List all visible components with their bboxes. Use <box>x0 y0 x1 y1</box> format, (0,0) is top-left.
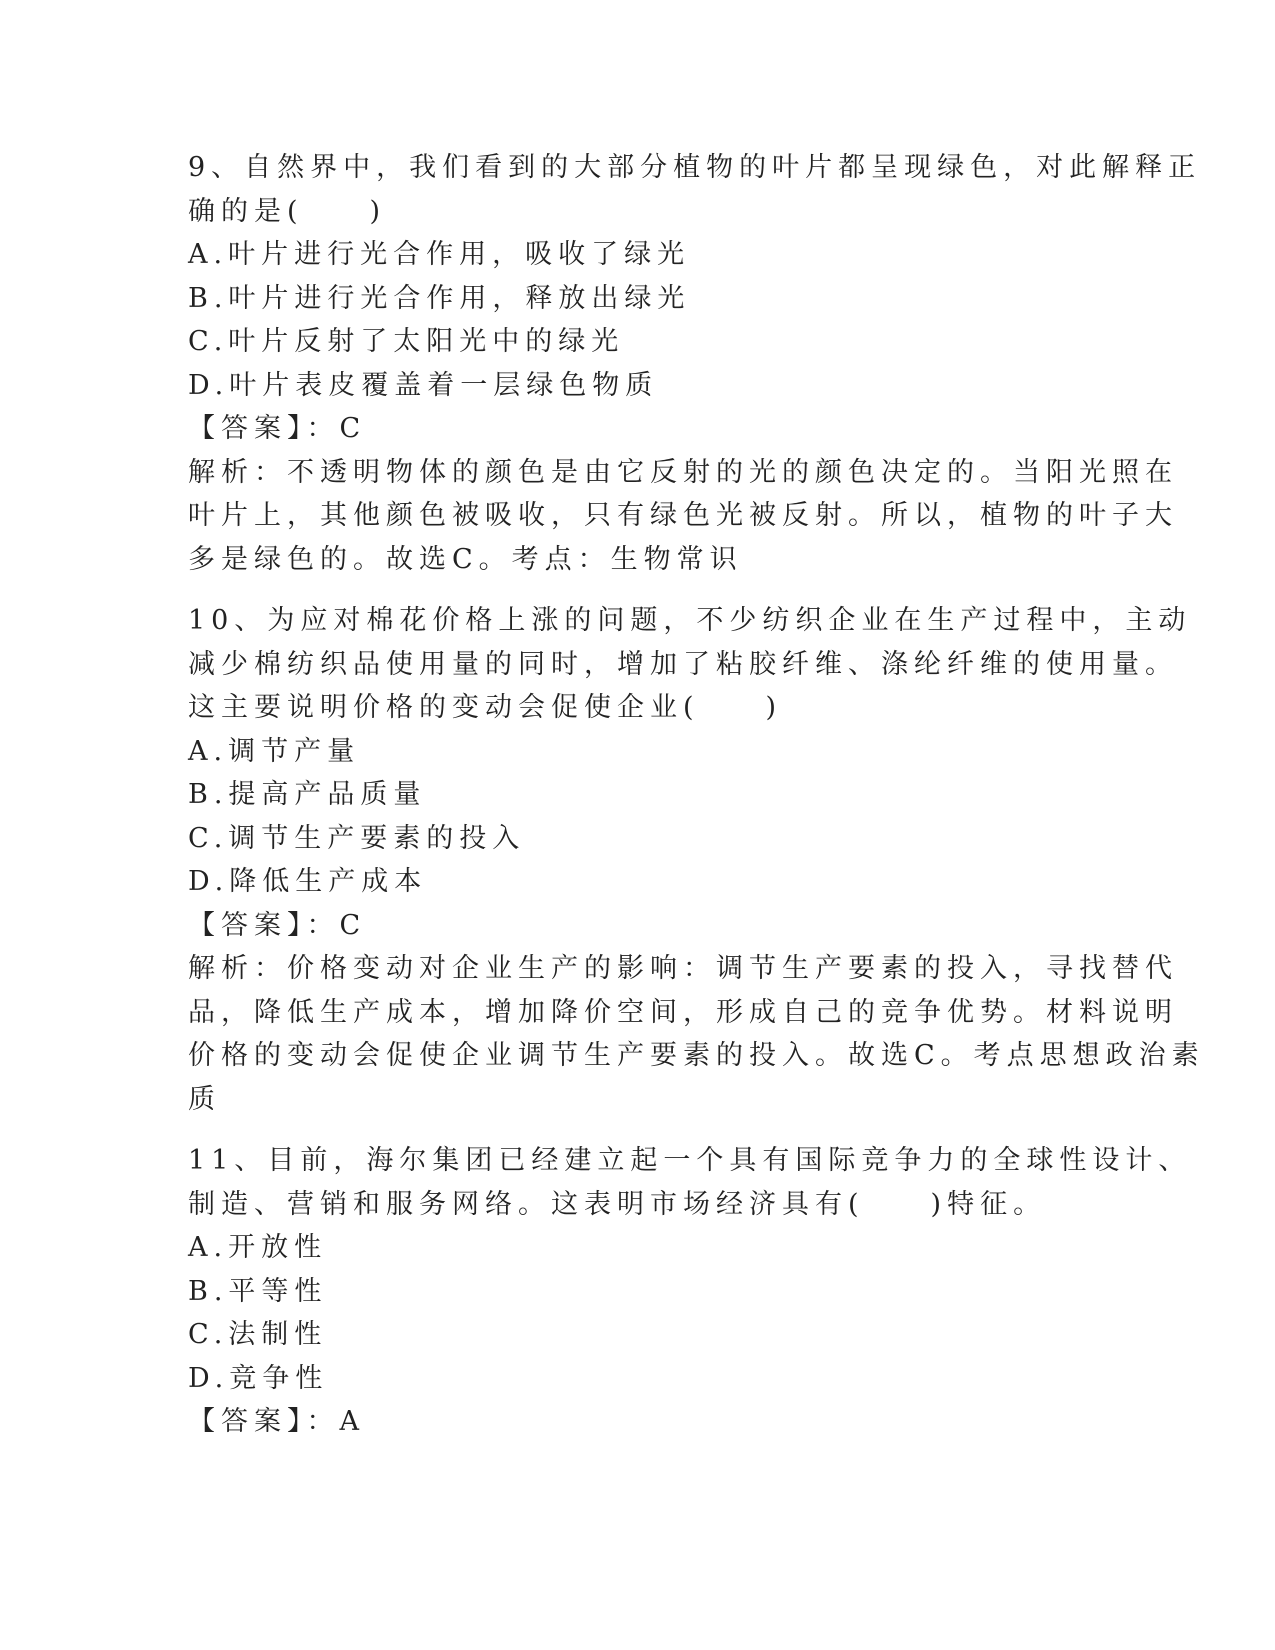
question-stem-line: 11、目前，海尔集团已经建立起一个具有国际竞争力的全球性设计、 <box>188 1145 1192 1176</box>
answer: 【答案】：A <box>188 1406 365 1437</box>
question-11 <box>188 1139 1192 1444</box>
option-c: C.法制性 <box>188 1319 328 1350</box>
question-stem-line: 10、为应对棉花价格上涨的问题，不少纺织企业在生产过程中，主动 <box>188 605 1192 636</box>
option-b: B.平等性 <box>188 1275 328 1307</box>
option-a: A.开放性 <box>188 1232 328 1263</box>
option-d: D.叶片表皮覆盖着一层绿色物质 <box>188 369 659 401</box>
analysis-line: 质 <box>188 1083 221 1115</box>
question-stem-line: 制造、营销和服务网络。这表明市场经济具有( )特征。 <box>188 1188 1047 1220</box>
question-9 <box>188 146 1202 581</box>
answer: 【答案】：C <box>188 909 367 941</box>
question-stem-line: 减少棉纺织品使用量的同时，增加了粘胶纤维、涤纶纤维的使用量。 <box>188 648 1178 680</box>
option-a: A.调节产量 <box>188 735 361 767</box>
analysis-line: 叶片上，其他颜色被吸收，只有绿色光被反射。所以，植物的叶子大 <box>188 500 1178 531</box>
option-d: D.降低生产成本 <box>188 866 428 897</box>
analysis-line: 品，降低生产成本，增加降价空间，形成自己的竞争优势。材料说明 <box>188 996 1178 1028</box>
analysis-line: 解析：不透明物体的颜色是由它反射的光的颜色决定的。当阳光照在 <box>188 456 1178 488</box>
analysis-line: 解析：价格变动对企业生产的影响：调节生产要素的投入，寻找替代 <box>188 953 1178 984</box>
question-stem-line: 确的是( ) <box>188 195 387 227</box>
answer: 【答案】：C <box>188 413 367 444</box>
question-10 <box>188 599 1205 1121</box>
option-a: A.叶片进行光合作用，吸收了绿光 <box>188 239 691 270</box>
option-c: C.叶片反射了太阳光中的绿光 <box>188 326 625 357</box>
question-separator <box>188 581 1088 599</box>
option-c: C.调节生产要素的投入 <box>188 822 526 854</box>
option-b: B.提高产品质量 <box>188 779 427 810</box>
question-list <box>188 146 1205 1444</box>
analysis-line: 价格的变动会促使企业调节生产要素的投入。故选C。考点思想政治素 <box>188 1040 1205 1071</box>
analysis-line: 多是绿色的。故选C。考点：生物常识 <box>188 543 743 575</box>
option-d: D.竞争性 <box>188 1362 329 1394</box>
option-b: B.叶片进行光合作用，释放出绿光 <box>188 282 691 314</box>
question-stem-line: 这主要说明价格的变动会促使企业( ) <box>188 692 783 723</box>
question-stem-line: 9、自然界中，我们看到的大部分植物的叶片都呈现绿色，对此解释正 <box>188 152 1202 183</box>
question-separator <box>188 1121 1088 1139</box>
